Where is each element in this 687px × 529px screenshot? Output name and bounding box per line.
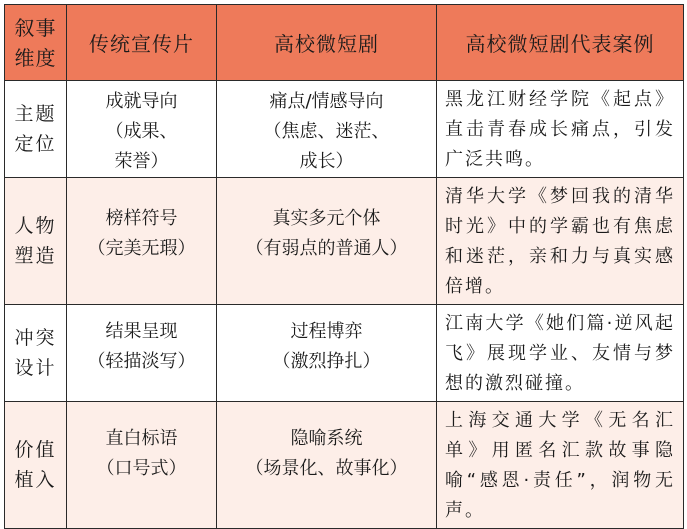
header-dim-line-2: 维度 [14,45,57,70]
dimension-line: 定位 [14,133,57,155]
comparison-table [4,4,684,529]
traditional-line: （成果、 [105,121,178,142]
micro-drama-line: 成长） [299,151,354,172]
micro-drama-line: 痛点/情感导向 [269,91,384,112]
dimension-line: 塑造 [14,245,57,267]
micro-drama-cell [217,402,437,529]
case-cell: 黑龙江财经学院《起点》直击青春成长痛点，引发广泛共鸣。 [437,81,684,178]
header-traditional-promo: 传统宣传片 [67,5,217,81]
dimension-line: 主题 [14,103,57,125]
micro-drama-cell [217,81,437,178]
header-campus-micro-drama: 高校微短剧 [217,5,437,81]
micro-drama-cell [217,305,437,402]
comparison-table-container [4,4,683,521]
traditional-line: （完美无瑕） [87,238,196,259]
traditional-cell [67,305,217,402]
dimension-cell [5,178,67,305]
micro-drama-line: 隐喻系统 [290,428,363,449]
header-narrative-dimension [5,5,67,81]
dimension-line: 设计 [14,357,57,379]
traditional-line: 成就导向 [105,91,178,112]
dimension-cell [5,305,67,402]
table-row [5,402,684,529]
micro-drama-line: 过程博弈 [290,321,363,342]
table-row [5,178,684,305]
dimension-line: 价值 [14,439,57,461]
dimension-line: 人物 [14,215,57,237]
header-representative-cases: 高校微短剧代表案例 [437,5,684,81]
traditional-cell [67,81,217,178]
traditional-line: （口号式） [96,458,187,479]
micro-drama-line: 真实多元个体 [272,208,381,229]
dimension-cell [5,402,67,529]
traditional-line: 结果呈现 [105,321,178,342]
case-cell: 上海交通大学《无名汇单》用匿名汇款故事隐喻“感恩·责任”，润物无声。 [437,402,684,529]
micro-drama-cell [217,178,437,305]
traditional-line: （轻描淡写） [87,351,196,372]
header-dim-line-1: 叙事 [14,15,57,40]
micro-drama-line: （焦虑、迷茫、 [263,121,390,142]
micro-drama-line: （有弱点的普通人） [245,238,408,259]
case-cell: 江南大学《她们篇·逆风起飞》展现学业、友情与梦想的激烈碰撞。 [437,305,684,402]
table-row [5,305,684,402]
micro-drama-line: （激烈挣扎） [272,351,381,372]
traditional-line: 直白标语 [105,428,178,449]
dimension-line: 冲突 [14,327,57,349]
micro-drama-line: （场景化、故事化） [245,458,408,479]
dimension-line: 植入 [14,469,57,491]
traditional-cell [67,178,217,305]
case-cell: 清华大学《梦回我的清华时光》中的学霸也有焦虑和迷茫，亲和力与真实感倍增。 [437,178,684,305]
table-row [5,81,684,178]
traditional-cell [67,402,217,529]
traditional-line: 榜样符号 [105,208,178,229]
header-row [5,5,684,81]
traditional-line: 荣誉） [114,151,169,172]
dimension-cell [5,81,67,178]
